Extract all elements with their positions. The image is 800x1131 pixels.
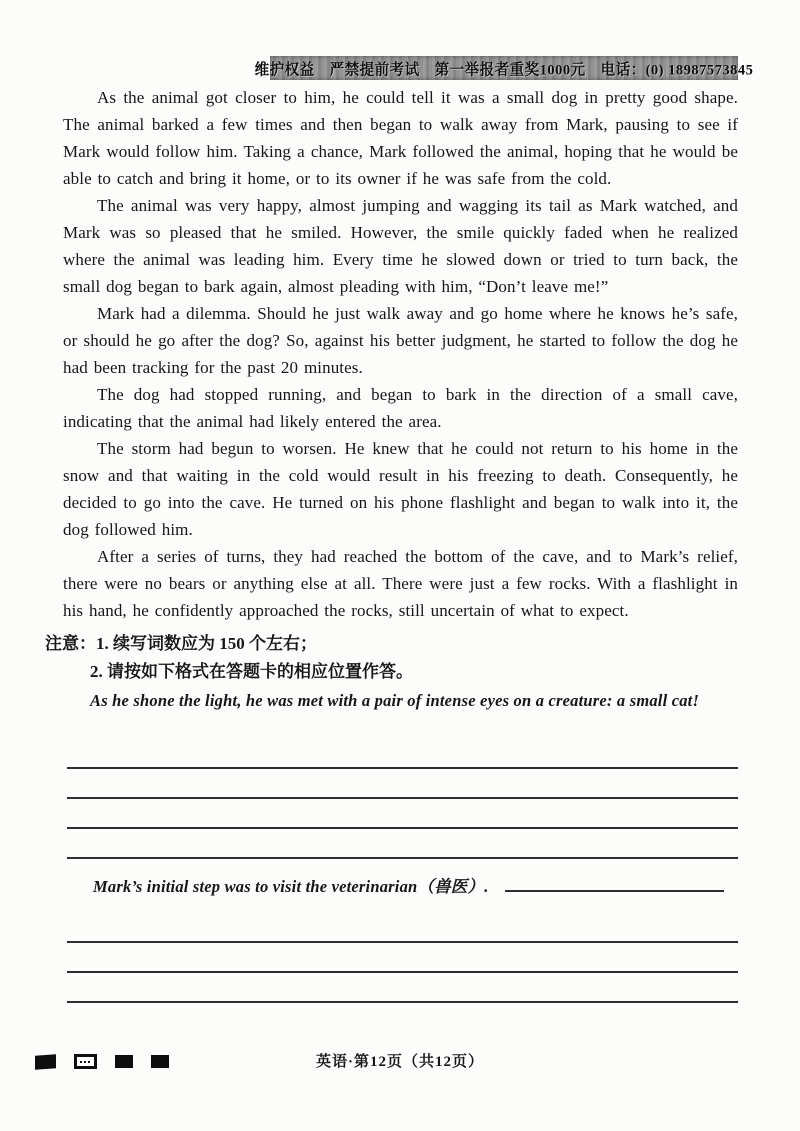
answer-blank-line [67, 973, 738, 1003]
passage-paragraph-3: Mark had a dilemma. Should he just walk away and go home where he knows he’s safe, or should he go after the dog? So, against his better judgment, he started to follow the dog he had been tracking for the past 20 minutes. [63, 304, 738, 377]
passage-paragraph-4: The dog had stopped running, and began to bark in the direction of a small cave, indicating that the animal had likely entered the area. [63, 385, 738, 431]
note-answer-format: 2. 请按如下格式在答题卡的相应位置作答。 [90, 662, 413, 681]
answer-blank-line [67, 943, 738, 973]
anti-cheating-watermark-banner [254, 56, 754, 80]
answer-lines-block-2 [67, 913, 738, 1003]
passage-paragraph-5: The storm had begun to worsen. He knew that he could not return to his home in the snow and that waiting in the cold would result in his freezing to death. Consequently, he decided to go into the cave. He turned on his phone flashlight and began to walk into it, the dog followed him. [63, 439, 738, 539]
page-content [45, 84, 738, 1003]
answer-blank-line [67, 739, 738, 769]
continuation-prompt-paragraph-1: As he shone the light, he was met with a pair of intense eyes on a creature: a small cat! [90, 691, 700, 710]
instructions-notes [45, 630, 738, 686]
passage-paragraph-2: The animal was very happy, almost jumping and wagging its tail as Mark watched, and Mark was so pleased that he smiled. However, the smile quickly faded when he realized where the animal was leading him. Every time he slowed down or tried to turn back, the small dog began to bark again, almost pleading with him, “Don’t leave me!” [63, 196, 738, 296]
answer-lines-block-1 [67, 739, 738, 859]
page-number-label: 英语·第12页（共12页） [315, 1054, 484, 1070]
continuation-prompt-paragraph-2: Mark’s initial step was to visit the veterinarian（兽医）. [93, 877, 489, 896]
passage-paragraph-1: As the animal got closer to him, he could tell it was a small dog in pretty good shape. The animal barked a few times and then began to walk away from Mark, pausing to see if Mark would follow him. Taking a chance, Mark followed the animal, hoping that he would be able to catch and bring it home, or to its owner if he was safe from the cold. [63, 88, 738, 188]
answer-blank-line [67, 829, 738, 859]
passage-paragraph-6: After a series of turns, they had reached the bottom of the cave, and to Mark’s relief, there were no bears or anything else at all. There were just a few rocks. With a flashlight in his hand, he confidently approached the rocks, still uncertain of what to expect. [63, 547, 738, 620]
answer-blank-line [67, 769, 738, 799]
answer-blank-line [67, 913, 738, 943]
answer-line-inline [505, 876, 724, 892]
watermark-text: 维护权益 严禁提前考试 第一举报者重奖1000元 电话：(0) 18987573845 [254, 61, 754, 78]
answer-blank-line [67, 799, 738, 829]
note-word-count: 注意：1. 续写词数应为 150 个左右； [45, 634, 317, 653]
continuation-prompt-paragraph-2-row [67, 873, 738, 897]
